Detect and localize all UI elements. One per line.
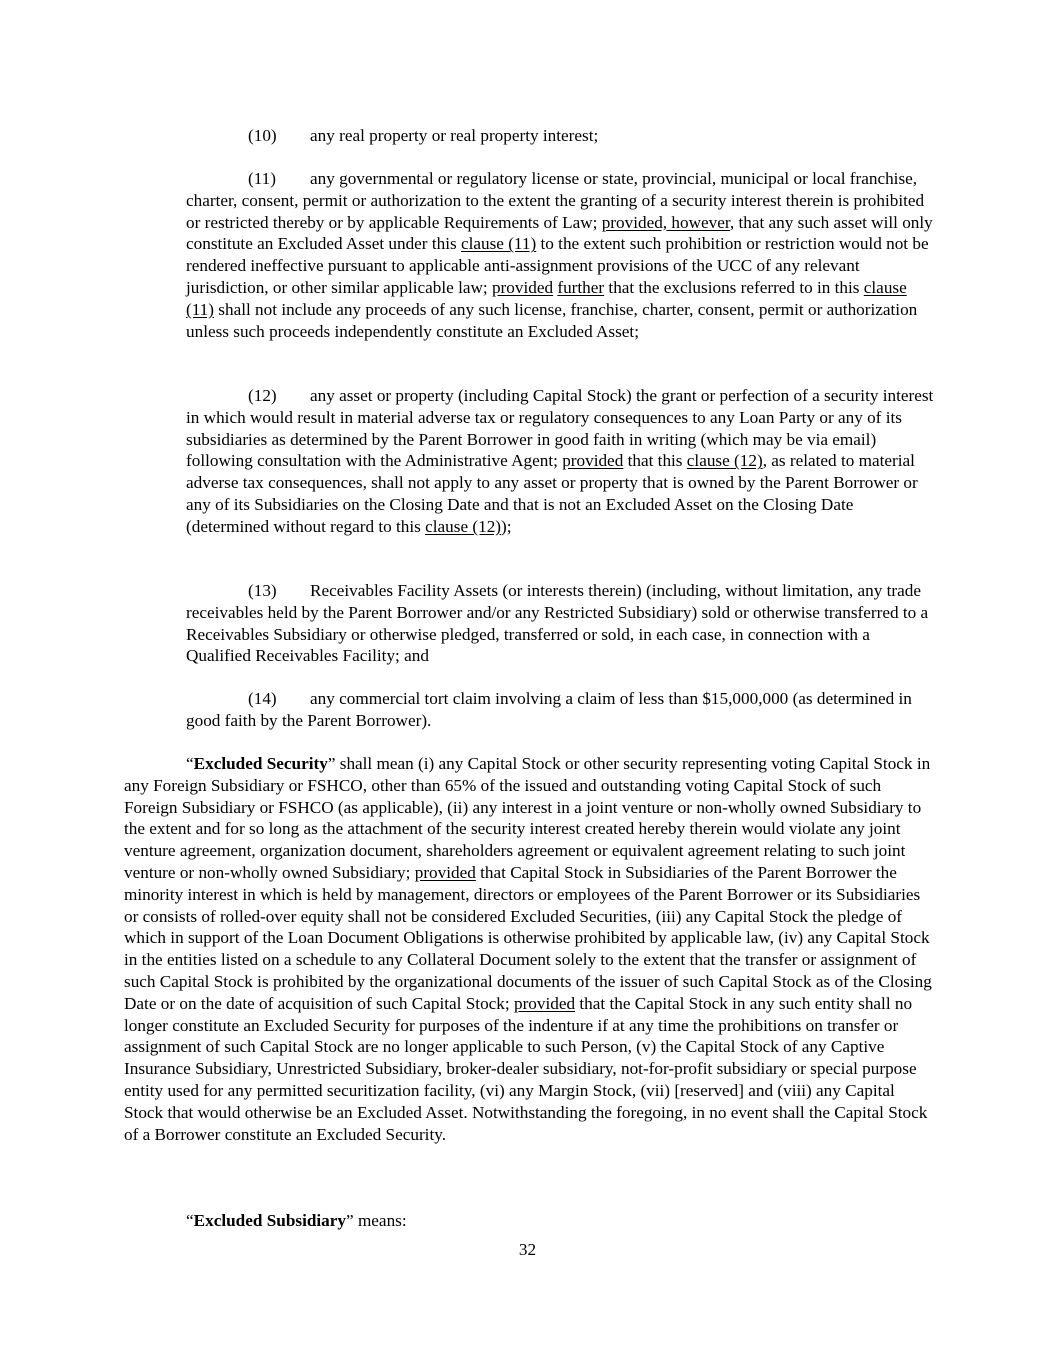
clause-text: any commercial tort claim involving a claim of less than $15,000,000 (as determined in good faith by the Parent Borrower). xyxy=(186,689,912,730)
provided-underline: provided xyxy=(491,277,554,297)
clause-reference: clause (11) xyxy=(460,234,537,254)
defined-term: Excluded Security xyxy=(193,754,328,773)
clause-11 xyxy=(186,168,934,342)
clause-13 xyxy=(186,580,934,667)
definition-text: means: xyxy=(353,1211,407,1230)
clause-number: (13) xyxy=(248,581,277,600)
clause-12 xyxy=(186,385,934,538)
clause-text: any governmental or regulatory license or state, provincial, municipal or local franchise, charter, consent, permit or authorization to the extent the granting of a security interest therein is prohibited or restricted thereby or by applicable Requirements of Law; xyxy=(186,169,925,232)
clause-number: (14) xyxy=(248,689,277,708)
provided-underline: provided xyxy=(562,451,624,471)
close-quote: ” xyxy=(327,754,336,773)
clause-reference: clause (12) xyxy=(686,451,763,471)
clause-number: (11) xyxy=(248,169,276,188)
page-number: 32 xyxy=(518,1240,537,1259)
clause-text: , that any such asset will only constitute an Excluded Asset under this xyxy=(186,212,933,254)
clause-text: any asset or property (including Capital Stock) the grant or perfection of a security interest in which would result in material adverse tax or regulatory consequences to any Loan Party or any of its subsidiaries as determined by the Parent Borrower in good faith in writing (which may be via email) following consultation with the Administrative Agent; xyxy=(186,386,934,471)
further-underline: further xyxy=(557,277,605,297)
clause-text: ); xyxy=(501,516,512,536)
defined-term: Excluded Subsidiary xyxy=(193,1211,346,1230)
clause-text: , as related to material adverse tax consequences, shall not apply to any asset or property that is owned by the Parent Borrower or any of its Subsidiaries on the Closing Date and that is not an Excluded Asset on the Closing Date (determined without regard to this xyxy=(186,451,918,536)
excluded-security-definition xyxy=(124,753,934,1145)
open-quote: “ xyxy=(186,1211,194,1230)
provided-underline: provided xyxy=(513,993,576,1013)
clause-text: that the exclusions referred to in this xyxy=(604,277,864,297)
clause-10 xyxy=(186,125,934,147)
clause-14 xyxy=(186,688,934,732)
provided-however-underline: provided, however xyxy=(601,212,730,232)
clause-reference: clause (11) xyxy=(186,277,907,319)
definition-text: that Capital Stock in Subsidiaries of the Parent Borrower the minority interest in which is held by management, directors or employees of the Parent Borrower or its Subsidiaries or consists of rolled-over equity shall not be considered Excluded Securities, (iii) any Capital Stock the pledge of which in support of the Loan Document Obligations is otherwise prohibited by applicable law, (iv) any Capital Stock in the entities listed on a schedule to any Collateral Document solely to the extent that the transfer or assignment of such Capital Stock is prohibited by the organizational documents of the issuer of such Capital Stock as of the Closing Date or on the date of acquisition of such Capital Stock; xyxy=(124,862,932,1013)
open-quote: “ xyxy=(186,754,194,773)
excluded-subsidiary-definition xyxy=(124,1210,934,1232)
close-quote: ” xyxy=(346,1211,354,1230)
clause-text: any real property or real property interest; xyxy=(310,126,599,145)
provided-underline: provided xyxy=(414,862,476,882)
clause-text: that this xyxy=(623,451,687,471)
clause-reference: clause (12) xyxy=(425,516,502,536)
definition-text: shall mean (i) any Capital Stock or other security representing voting Capital Stock in any Foreign Subsidiary or FSHCO, other than 65% of the issued and outstanding voting Capital Stock of such Foreign Subsidiary or FSHCO (as applicable), (ii) any interest in a joint venture or non-wholly owned Subsidiary to the extent and for so long as the attachment of the security interest created hereby therein would violate any joint venture agreement, organization document, shareholders agreement or equivalent agreement relating to such joint venture or non-wholly owned Subsidiary; xyxy=(124,754,931,882)
clause-number: (12) xyxy=(248,386,277,405)
clause-number: (10) xyxy=(248,126,277,145)
definition-text: that the Capital Stock in any such entity shall no longer constitute an Excluded Security for purposes of the indenture if at any time the prohibitions on transfer or assignment of such Capital Stock are no longer applicable to such Person, (v) the Capital Stock of any Captive Insurance Subsidiary, Unrestricted Subsidiary, broker-dealer subsidiary, not-for-profit subsidiary or special purpose entity used for any permitted securitization facility, (vi) any Margin Stock, (vii) [reserved] and (viii) any Capital Stock that would otherwise be an Excluded Asset. Notwithstanding the foregoing, in no event shall the Capital Stock of a Borrower constitute an Excluded Security. xyxy=(124,993,928,1144)
clause-text: to the extent such prohibition or restriction would not be rendered ineffective pursuant to applicable anti-assignment provisions of the UCC of any relevant jurisdiction, or other similar applicable law; xyxy=(186,234,929,297)
clause-text: shall not include any proceeds of any such license, franchise, charter, consent, permit or authorization unless such proceeds independently constitute an Excluded Asset; xyxy=(186,299,918,341)
clause-text: Receivables Facility Assets (or interests therein) (including, without limitation, any trade receivables held by the Parent Borrower and/or any Restricted Subsidiary) sold or otherwise transferred to a Receivables Subsidiary or otherwise pledged, transferred or sold, in each case, in connection with a Qualified Receivables Facility; and xyxy=(186,581,929,666)
